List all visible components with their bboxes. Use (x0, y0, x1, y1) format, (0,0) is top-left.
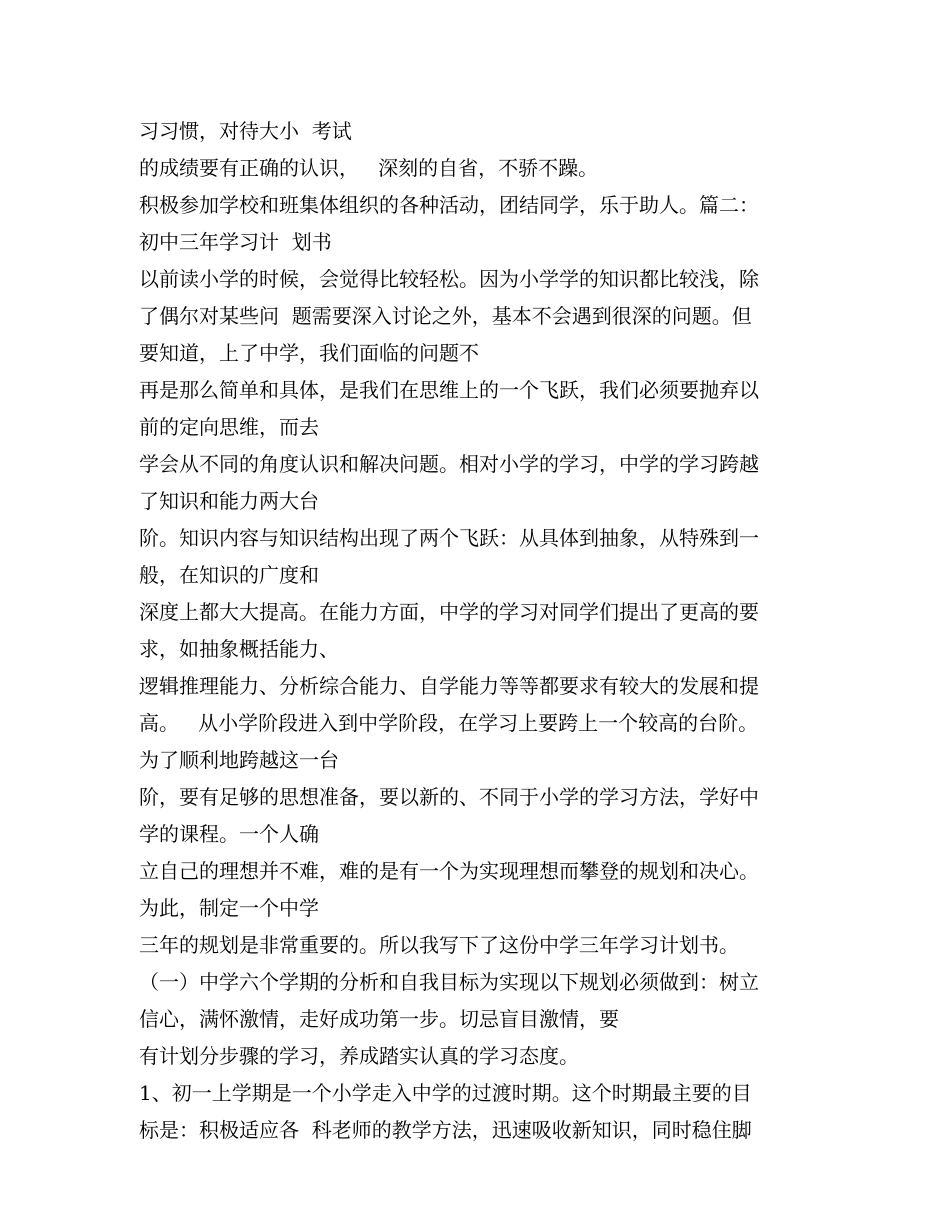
text-line: 有计划分步骤的学习，养成踏实认真的学习态度。 (139, 1044, 579, 1068)
text-line: 信心，满怀激情，走好成功第一步。切忌盲目激情，要 (139, 1007, 619, 1031)
text-line: 立自己的理想并不难，难的是有一个为实现理想而攀登的规划和决心。 (139, 859, 759, 883)
text-line: 标是：积极适应各 科老师的教学方法，迅速吸收新知识，同时稳住脚 (139, 1118, 752, 1142)
text-line: 以前读小学的时候，会觉得比较轻松。因为小学学的知识都比较浅，除 (139, 267, 759, 291)
text-line: 的成绩要有正确的认识， 深刻的自省，不骄不躁。 (139, 156, 599, 180)
text-line: 了知识和能力两大台 (139, 489, 319, 513)
text-line: 三年的规划是非常重要的。所以我写下了这份中学三年学习计划书。 (139, 933, 739, 957)
text-line: 为了顺利地跨越这一台 (139, 748, 339, 772)
text-line: 逻辑推理能力、分析综合能力、自学能力等等都要求有较大的发展和提 (139, 674, 759, 698)
text-line: 阶，要有足够的思想准备，要以新的、不同于小学的学习方法，学好中 (139, 785, 759, 809)
text-line: 再是那么简单和具体，是我们在思维上的一个飞跃，我们必须要抛弃以 (139, 378, 759, 402)
text-line: （一）中学六个学期的分析和自我目标为实现以下规划必须做到：树立 (139, 970, 759, 994)
text-line: 般，在知识的广度和 (139, 563, 319, 587)
text-line: 前的定向思维，而去 (139, 415, 319, 439)
text-line: 求，如抽象概括能力、 (139, 637, 339, 661)
text-line: 要知道，上了中学，我们面临的问题不 (139, 341, 479, 365)
document-body (139, 113, 819, 1149)
text-line: 阶。知识内容与知识结构出现了两个飞跃：从具体到抽象，从特殊到一 (139, 526, 759, 550)
text-line: 高。 从小学阶段进入到中学阶段，在学习上要跨上一个较高的台阶。 (139, 711, 759, 735)
text-line: 初中三年学习计 划书 (139, 230, 332, 254)
text-line: 积极参加学校和班集体组织的各种活动，团结同学，乐于助人。篇二： (139, 193, 759, 217)
text-line: 习习惯，对待大小 考试 (139, 119, 352, 143)
text-line: 为此，制定一个中学 (139, 896, 319, 920)
text-line: 1、初一上学期是一个小学走入中学的过渡时期。这个时期最主要的目 (139, 1081, 752, 1105)
text-line: 深度上都大大提高。在能力方面，中学的学习对同学们提出了更高的要 (139, 600, 759, 624)
text-line: 了偶尔对某些问 题需要深入讨论之外，基本不会遇到很深的问题。但 (139, 304, 752, 328)
text-line: 学会从不同的角度认识和解决问题。相对小学的学习，中学的学习跨越 (139, 452, 759, 476)
text-line: 学的课程。一个人确 (139, 822, 319, 846)
